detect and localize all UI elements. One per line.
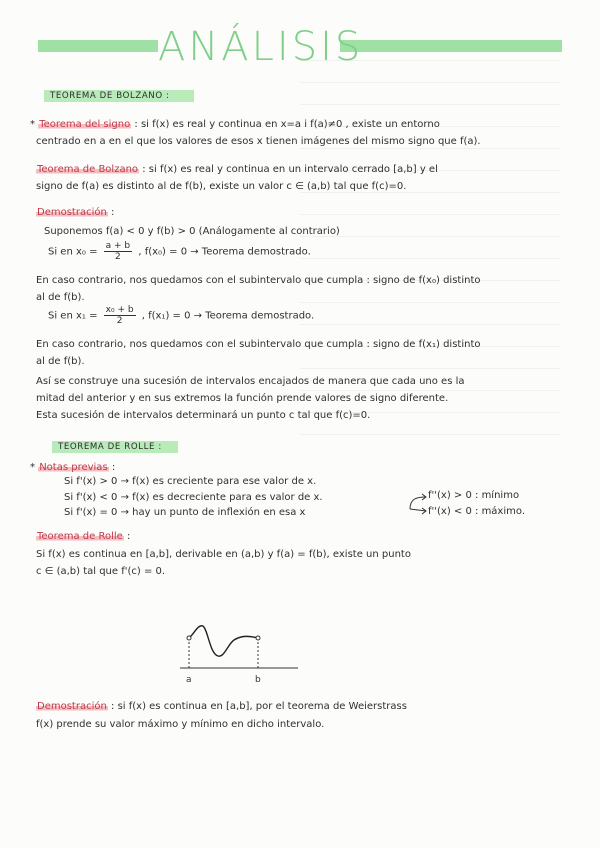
rolle-demo-line-2: f(x) prende su valor máximo y mínimo en dicho intervalo. [36,719,325,730]
si-en-text: Si en x₀ = [48,246,98,258]
section-label-rolle: TEOREMA DE ROLLE : [58,442,162,452]
rolle-term: Teorema de Rolle [37,531,123,542]
demo-colon: : [111,207,115,218]
si-en-rest: , f(x₀) = 0 → Teorema demostrado. [138,246,311,258]
contrario-1b: al de f(b). [36,292,85,303]
fraction-1 [104,241,133,262]
graph-label-b: b [255,675,261,685]
bolzano-line-2: signo de f(a) es distinto al de f(b), existe un valor c ∈ (a,b) tal que f(c)=0. [36,181,407,192]
asi-line-3: Esta sucesión de intervalos determinará un punto c tal que f(c)=0. [36,410,371,421]
rolle-graph [170,618,310,690]
notas-term: Notas previas [39,462,108,473]
title-bar-left [38,40,158,52]
asi-line-1: Así se construye una sucesión de intervalos encajados de manera que cada uno es la [36,376,465,387]
branch-minimo: f''(x) > 0 : mínimo [428,490,520,501]
endpoint-b [256,636,260,640]
fraction-2 [104,305,136,326]
branch-maximo: f''(x) < 0 : máximo. [428,506,525,517]
bolzano-text: : si f(x) es real y continua en un intervalo cerrado [a,b] y el [142,164,438,175]
signo-line-1 [30,119,440,130]
contrario-2a: En caso contrario, nos quedamos con el subintervalo que cumpla : signo de f(x₁) distinto [36,339,481,350]
fraction-denominator: 2 [116,316,123,326]
rolle-demo-term: Demostración [37,701,107,712]
contrario-2b: al de f(b). [36,356,85,367]
branch-arrow-icon [406,491,430,517]
demo-heading [36,207,114,218]
rolle-colon: : [126,531,131,542]
bullet: * [30,119,35,130]
notas-heading [30,462,115,473]
signo-line-2: centrado en a en el que los valores de esos x tienen imágenes del mismo signo que f(a). [36,136,481,147]
rolle-line-2: c ∈ (a,b) tal que f'(c) = 0. [36,566,166,577]
rolle-heading [36,531,130,542]
notas-colon: : [111,462,116,473]
signo-term: Teorema del signo [39,119,131,130]
endpoint-a [187,636,191,640]
rolle-line-1: Si f(x) es continua en [a,b], derivable en (a,b) y f(a) = f(b), existe un punto [36,549,411,560]
suppose-line: Suponemos f(a) < 0 y f(b) > 0 (Análogamente al contrario) [44,226,340,237]
nota-2: Si f'(x) < 0 → f(x) es decreciente para es valor de x. [64,492,323,503]
rolle-demo-line-1 [36,701,407,712]
fraction-numerator: x₀ + b [105,305,134,315]
bolzano-term: Teorema de Bolzano [37,164,139,175]
bullet: * [30,462,35,473]
fraction-denominator: 2 [115,252,121,262]
fraction-numerator: a + b [105,241,131,251]
graph-label-a: a [186,675,192,685]
nota-3: Si f'(x) = 0 → hay un punto de inflexión en esa x [64,507,306,518]
signo-text: : si f(x) es real y continua en x=a i f(a)≠0 , existe un entorno [134,119,440,130]
si-en-line-2 [48,305,314,326]
rolle-demo-text: : si f(x) es continua en [a,b], por el teorema de Weierstrass [111,701,407,712]
contrario-1a: En caso contrario, nos quedamos con el subintervalo que cumpla : signo de f(x₀) distinto [36,275,481,286]
title-bar-right [340,40,562,52]
si-en-text: Si en x₁ = [48,310,98,322]
section-label-bolzano: TEOREMA DE BOLZANO : [50,91,170,101]
asi-line-2: mitad del anterior y en sus extremos la función prende valores de signo diferente. [36,393,449,404]
nota-1: Si f'(x) > 0 → f(x) es creciente para ese valor de x. [64,476,317,487]
demo-term: Demostración [37,207,107,218]
si-en-line-1 [48,241,311,262]
page-title: ANÁLISIS [158,24,364,70]
si-en-rest: , f(x₁) = 0 → Teorema demostrado. [141,310,315,322]
function-curve [189,626,258,656]
bolzano-line-1 [36,164,438,175]
